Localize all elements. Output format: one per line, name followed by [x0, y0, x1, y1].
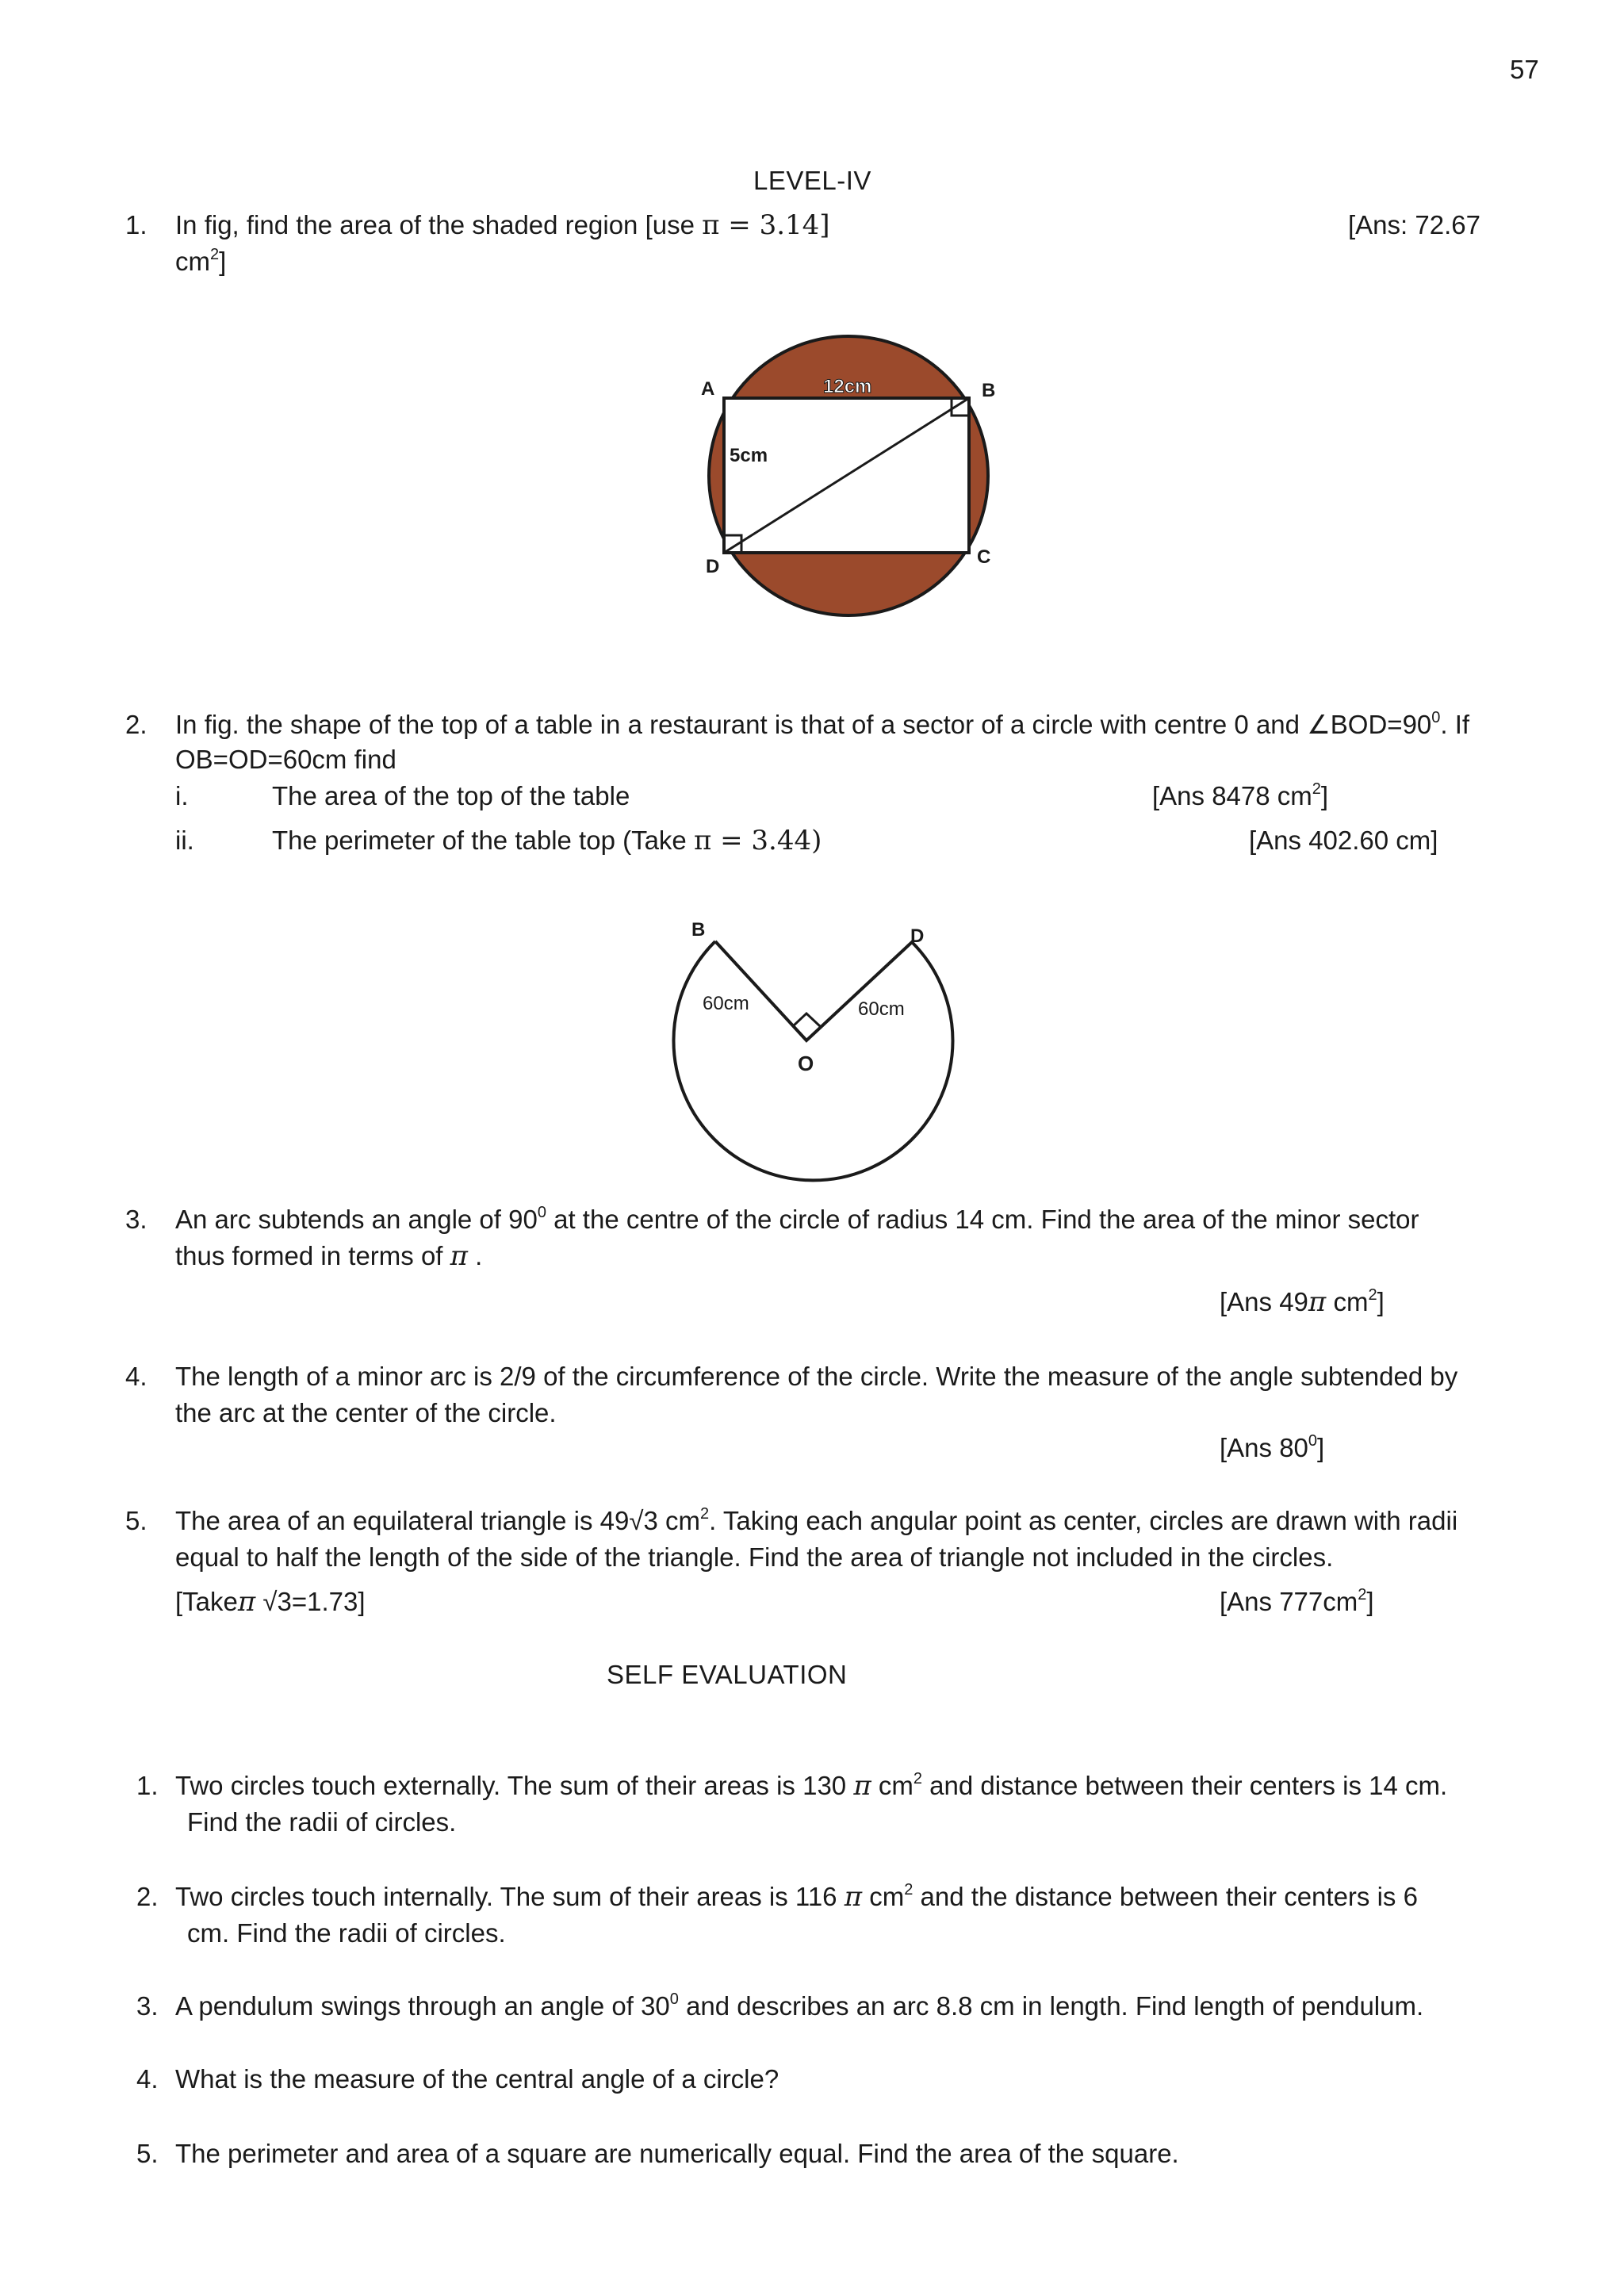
q4-line1: The length of a minor arc is 2/9 of the circumference of the circle. Write the measure of the angle subtended by	[175, 1362, 1458, 1391]
q2-line2: OB=OD=60cm find	[175, 745, 396, 774]
pi-icon: π	[853, 1770, 871, 1802]
q2-i-answer: [Ans 8478 $cm^2$]	[1152, 780, 1329, 810]
q1-pi-equation: π = 3.14]	[702, 209, 830, 241]
q1-length-top: 12cm	[823, 376, 872, 397]
page-number: 57	[1510, 55, 1539, 84]
q2-ii-number: ii.	[175, 826, 194, 855]
q2-ii-answer: [Ans 402.60 cm]	[1249, 826, 1438, 855]
q1-figure	[690, 333, 1023, 634]
q5-line2: equal to half the length of the side of the triangle. Find the area of triangle not included in the circles.	[175, 1542, 1334, 1572]
q4-line2: the arc at the center of the circle.	[175, 1398, 557, 1427]
se-q4-number: 4.	[136, 2064, 159, 2094]
q3-number: 3.	[125, 1205, 147, 1234]
q2-figure	[650, 904, 967, 1197]
se-q5-text: The perimeter and area of a square are numerically equal. Find the area of the square.	[175, 2139, 1179, 2168]
pi-icon: π	[844, 1881, 863, 1913]
q2-pi-equation: π = 3.44)	[693, 825, 822, 856]
pi-icon: π	[450, 1240, 468, 1272]
q4-answer: [Ans $80^0$]	[1220, 1432, 1325, 1462]
q2-number: 2.	[125, 710, 147, 739]
q3-answer: [Ans 49π $cm^2$]	[1220, 1286, 1385, 1318]
se-q1-line2: Find the radii of circles.	[187, 1807, 457, 1837]
q2-label-d: D	[910, 925, 925, 947]
q4-number: 4.	[125, 1362, 147, 1391]
se-q2-line1: Two circles touch internally. The sum of their areas is 116 π $cm^2$ and the distance between their centers is 6	[175, 1881, 1418, 1913]
q5-number: 5.	[125, 1506, 147, 1535]
q1-label-d: D	[706, 556, 720, 577]
q2-right-angle	[793, 1013, 820, 1026]
q1-label-c: C	[977, 546, 991, 568]
q2-label-b: B	[691, 919, 706, 941]
q1-label-a: A	[701, 378, 715, 400]
self-evaluation-heading: SELF EVALUATION	[607, 1660, 848, 1689]
se-q1-number: 1.	[136, 1771, 159, 1800]
q5-line1: The area of an equilateral triangle is 49√3 $cm^2$. Taking each angular point as center, circles are drawn with radii	[175, 1505, 1458, 1535]
q2-ii-text: The perimeter of the table top (Take π = 3.44)	[272, 825, 822, 856]
se-q2-line2: cm. Find the radii of circles.	[187, 1918, 506, 1948]
q5-line3: [Takeπ √3=1.73]	[175, 1586, 366, 1618]
q1-length-side: 5cm	[730, 445, 768, 466]
q1-number: 1.	[125, 210, 147, 239]
q2-i-text: The area of the top of the table	[272, 781, 630, 810]
q2-length-ob: 60cm	[703, 993, 749, 1014]
q3-line2: thus formed in terms of π .	[175, 1240, 483, 1272]
level-heading: LEVEL-IV	[753, 166, 871, 195]
pi-icon: π	[237, 1586, 256, 1618]
q1-label-b: B	[982, 380, 996, 401]
se-q4-text: What is the measure of the central angle of a circle?	[175, 2064, 779, 2094]
q5-answer: [Ans $777cm^2$]	[1220, 1586, 1374, 1616]
q1-line2: $cm^2$]	[175, 246, 227, 276]
se-q3-number: 3.	[136, 1991, 159, 2021]
q1-line1: In fig, find the area of the shaded region [use	[175, 210, 695, 239]
se-q5-number: 5.	[136, 2139, 159, 2168]
q2-label-o: O	[798, 1052, 814, 1075]
se-q2-number: 2.	[136, 1882, 159, 1911]
pi-icon: π	[1308, 1286, 1327, 1318]
q1-answer: [Ans: 72.67	[1348, 210, 1480, 239]
se-q3-text: A pendulum swings through an angle of $30^0$ and describes an arc 8.8 cm in length. Find length of pendulum.	[175, 1990, 1424, 2021]
se-q1-line1: Two circles touch externally. The sum of their areas is 130 π $cm^2$ and distance between their centers is 14 cm.	[175, 1770, 1448, 1802]
q2-line1: In fig. the shape of the top of a table in a restaurant is that of a sector of a circle with centre 0 and $\angle BOD=90^0$. If	[175, 709, 1470, 739]
q3-line1: An arc subtends an angle of $90^0$ at the centre of the circle of radius 14 cm. Find the area of the minor sector	[175, 1204, 1419, 1234]
q2-i-number: i.	[175, 781, 189, 810]
q2-length-od: 60cm	[858, 998, 905, 1020]
q1-text	[175, 208, 830, 243]
angle-icon: ∠	[1307, 710, 1331, 739]
